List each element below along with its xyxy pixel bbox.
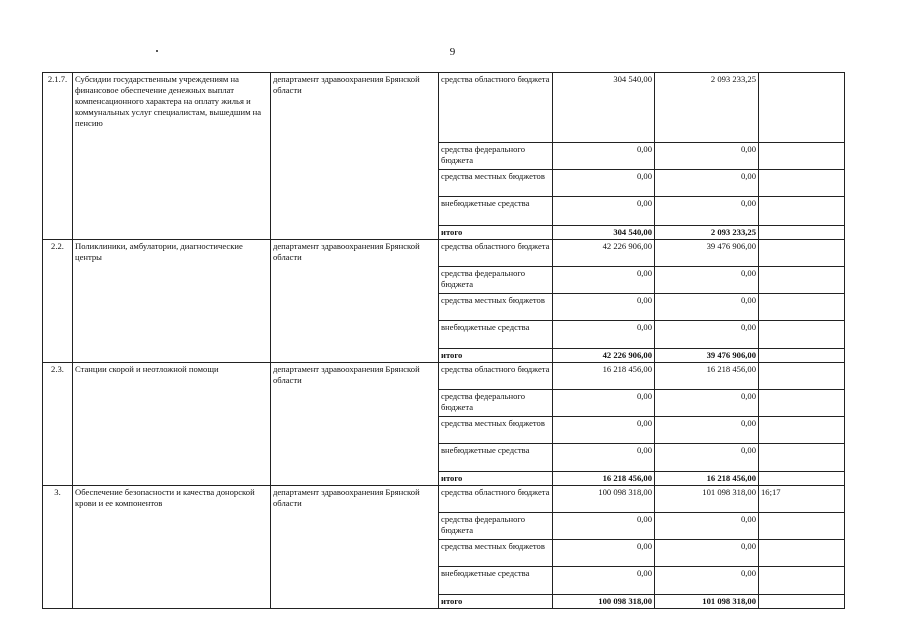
indicator-ref <box>759 267 845 294</box>
total-year-2: 101 098 318,00 <box>655 595 759 609</box>
funding-source: внебюджетные средства <box>439 321 553 349</box>
total-year-1: 16 218 456,00 <box>553 472 655 486</box>
amount-year-2: 0,00 <box>655 143 759 170</box>
funding-source: средства местных бюджетов <box>439 170 553 197</box>
item-name: Обеспечение безопасности и качества донорской крови и ее компонентов <box>73 486 271 609</box>
item-name: Станции скорой и неотложной помощи <box>73 363 271 486</box>
funding-source: внебюджетные средства <box>439 444 553 472</box>
amount-year-2: 0,00 <box>655 540 759 567</box>
amount-year-1: 0,00 <box>553 197 655 226</box>
funding-source: средства областного бюджета <box>439 73 553 143</box>
item-executor: департамент здравоохранения Брянской области <box>271 363 439 486</box>
total-year-2: 39 476 906,00 <box>655 349 759 363</box>
indicator-ref <box>759 170 845 197</box>
funding-source: средства федерального бюджета <box>439 513 553 540</box>
amount-year-1: 304 540,00 <box>553 73 655 143</box>
funding-source: средства местных бюджетов <box>439 417 553 444</box>
indicator-ref <box>759 513 845 540</box>
total-indicator-ref <box>759 472 845 486</box>
indicator-ref <box>759 197 845 226</box>
funding-source: средства областного бюджета <box>439 363 553 390</box>
total-indicator-ref <box>759 349 845 363</box>
amount-year-2: 0,00 <box>655 390 759 417</box>
indicator-ref <box>759 363 845 390</box>
total-year-2: 16 218 456,00 <box>655 472 759 486</box>
item-name: Субсидии государственным учреждениям на финансовое обеспечение денежных выплат компенсационного характера на оплату жилья и коммунальных услуг специалистам, вышедшим на пенсию <box>73 73 271 240</box>
amount-year-1: 0,00 <box>553 417 655 444</box>
amount-year-1: 0,00 <box>553 321 655 349</box>
amount-year-1: 0,00 <box>553 390 655 417</box>
amount-year-2: 0,00 <box>655 513 759 540</box>
item-executor: департамент здравоохранения Брянской области <box>271 73 439 240</box>
amount-year-1: 0,00 <box>553 540 655 567</box>
funding-source: средства федерального бюджета <box>439 143 553 170</box>
total-year-1: 304 540,00 <box>553 226 655 240</box>
item-number: 2.1.7. <box>43 73 73 240</box>
amount-year-2: 0,00 <box>655 197 759 226</box>
total-year-2: 2 093 233,25 <box>655 226 759 240</box>
indicator-ref <box>759 417 845 444</box>
amount-year-2: 0,00 <box>655 567 759 595</box>
total-year-1: 42 226 906,00 <box>553 349 655 363</box>
amount-year-2: 0,00 <box>655 444 759 472</box>
total-label: итого <box>439 226 553 240</box>
amount-year-2: 2 093 233,25 <box>655 73 759 143</box>
amount-year-1: 0,00 <box>553 513 655 540</box>
funding-source: средства федерального бюджета <box>439 267 553 294</box>
page-number: 9 <box>449 46 456 58</box>
item-executor: департамент здравоохранения Брянской области <box>271 240 439 363</box>
item-number: 2.2. <box>43 240 73 363</box>
indicator-ref <box>759 73 845 143</box>
indicator-ref <box>759 240 845 267</box>
funding-source: внебюджетные средства <box>439 567 553 595</box>
item-executor: департамент здравоохранения Брянской области <box>271 486 439 609</box>
table-row <box>43 486 845 513</box>
total-label: итого <box>439 595 553 609</box>
amount-year-1: 0,00 <box>553 567 655 595</box>
amount-year-1: 16 218 456,00 <box>553 363 655 390</box>
amount-year-2: 0,00 <box>655 170 759 197</box>
amount-year-2: 16 218 456,00 <box>655 363 759 390</box>
amount-year-2: 0,00 <box>655 267 759 294</box>
budget-table <box>42 72 845 609</box>
total-year-1: 100 098 318,00 <box>553 595 655 609</box>
funding-source: средства областного бюджета <box>439 240 553 267</box>
total-indicator-ref <box>759 595 845 609</box>
total-label: итого <box>439 349 553 363</box>
indicator-ref <box>759 567 845 595</box>
item-name: Поликлиники, амбулатории, диагностические центры <box>73 240 271 363</box>
indicator-ref <box>759 540 845 567</box>
total-label: итого <box>439 472 553 486</box>
total-indicator-ref <box>759 226 845 240</box>
funding-source: средства областного бюджета <box>439 486 553 513</box>
funding-source: средства федерального бюджета <box>439 390 553 417</box>
amount-year-1: 0,00 <box>553 267 655 294</box>
indicator-ref <box>759 390 845 417</box>
indicator-ref: 16;17 <box>759 486 845 513</box>
indicator-ref <box>759 444 845 472</box>
amount-year-2: 0,00 <box>655 294 759 321</box>
amount-year-1: 42 226 906,00 <box>553 240 655 267</box>
amount-year-1: 100 098 318,00 <box>553 486 655 513</box>
indicator-ref <box>759 321 845 349</box>
amount-year-2: 0,00 <box>655 417 759 444</box>
funding-source: внебюджетные средства <box>439 197 553 226</box>
item-number: 2.3. <box>43 363 73 486</box>
item-number: 3. <box>43 486 73 609</box>
amount-year-1: 0,00 <box>553 143 655 170</box>
table-row <box>43 363 845 390</box>
amount-year-1: 0,00 <box>553 170 655 197</box>
table-row <box>43 73 845 143</box>
funding-source: средства местных бюджетов <box>439 294 553 321</box>
scan-speck <box>156 50 158 52</box>
indicator-ref <box>759 294 845 321</box>
indicator-ref <box>759 143 845 170</box>
amount-year-2: 101 098 318,00 <box>655 486 759 513</box>
amount-year-2: 39 476 906,00 <box>655 240 759 267</box>
funding-source: средства местных бюджетов <box>439 540 553 567</box>
amount-year-1: 0,00 <box>553 294 655 321</box>
table-row <box>43 240 845 267</box>
amount-year-1: 0,00 <box>553 444 655 472</box>
amount-year-2: 0,00 <box>655 321 759 349</box>
